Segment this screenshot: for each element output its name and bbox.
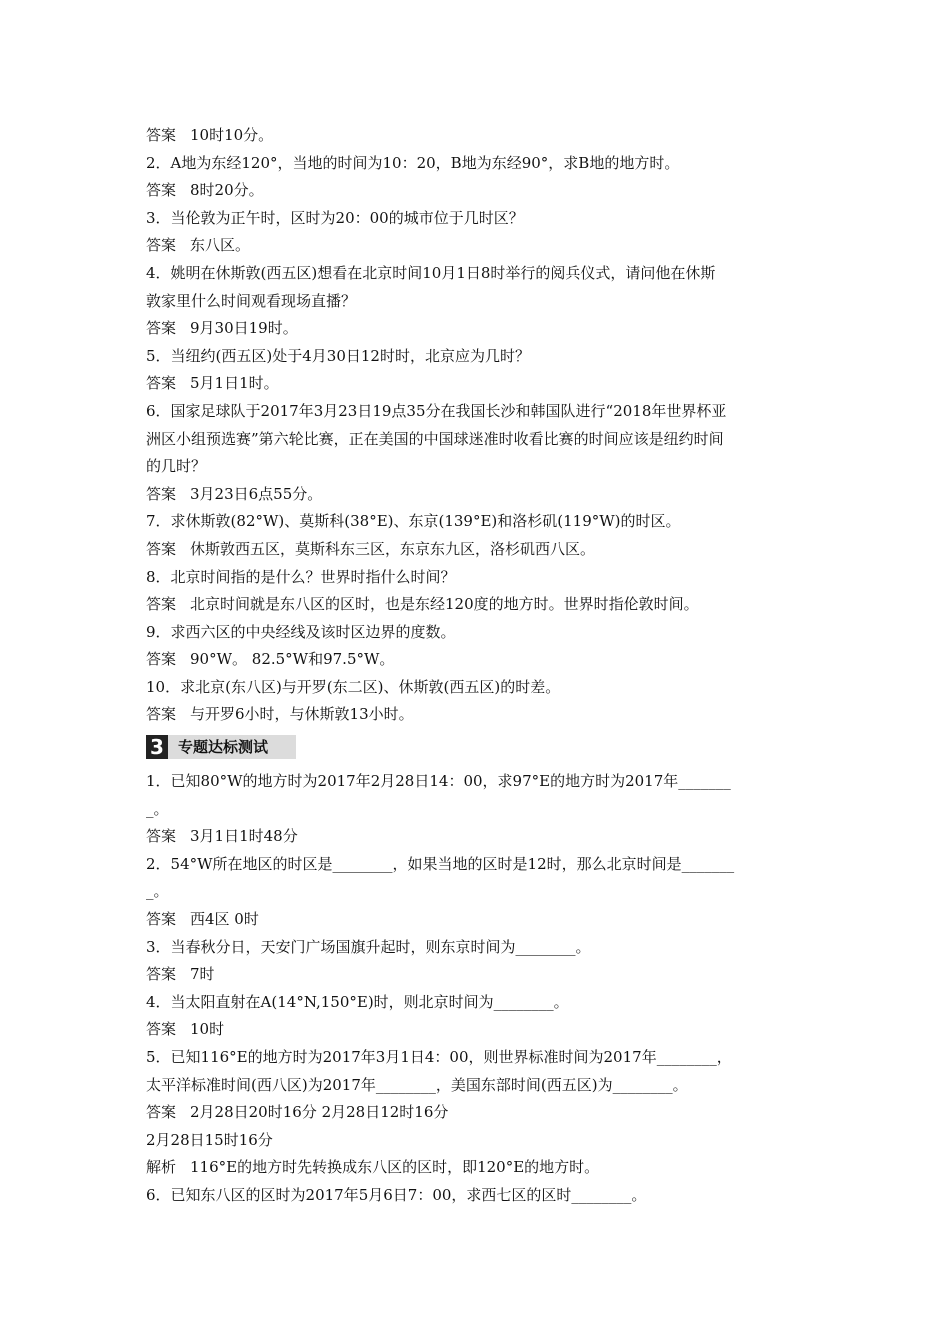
answer-label: 答案 xyxy=(146,539,177,558)
answer-text: 116°E的地方时先转换成东八区的区时，即120°E的地方时。 xyxy=(190,1158,600,1177)
answer-line xyxy=(146,370,816,398)
answer-text: 休斯敦西五区，莫斯科东三区，东京东九区，洛杉矶西八区。 xyxy=(190,539,596,558)
question-line: 洲区小组预选赛”第六轮比赛，正在美国的中国球迷准时收看比赛的时间应该是纽约时间 xyxy=(146,429,724,448)
question-line: 5．已知116°E的地方时为2017年3月1日4：00，则世界标准时间为2017年________， xyxy=(146,1048,732,1066)
answer-label: 答案 xyxy=(146,126,177,144)
answer-label: 答案 xyxy=(146,181,177,200)
answer-label: 答案 xyxy=(146,484,177,503)
answer-text: 9月30日19时。 xyxy=(190,319,298,338)
document-page xyxy=(146,122,816,1210)
question-line: 5．当纽约(西五区)处于4月30日12时时，北京应为几时？ xyxy=(146,346,530,365)
answer-text: 10时 xyxy=(190,1020,225,1039)
question-line: 太平洋标准时间(西八区)为2017年________，美国东部时间(西五区)为________。 xyxy=(146,1075,688,1094)
answer-text: 90°W。 82.5°W和97.5°W。 xyxy=(190,650,395,669)
answer-label: 答案 xyxy=(146,595,177,614)
answer-line xyxy=(146,536,816,564)
answer-text: 与开罗6小时，与休斯敦13小时。 xyxy=(190,705,414,724)
analysis-line xyxy=(146,1154,816,1182)
answer-text: 5月1日1时。 xyxy=(190,374,279,393)
answer-text: 北京时间就是东八区的区时，也是东经120度的地方时。世界时指伦敦时间。 xyxy=(190,595,699,614)
answer-label: 答案 xyxy=(146,236,177,255)
answer-line xyxy=(146,961,816,989)
question-line: 7．求休斯敦(82°W)、莫斯科(38°E)、东京(139°E)和洛杉矶(119°W)的时区。 xyxy=(146,512,681,531)
answer-line xyxy=(146,1016,816,1044)
answer-text: 7时 xyxy=(190,965,215,984)
answer-line xyxy=(146,646,816,674)
answer-text: 3月23日6点55分。 xyxy=(190,484,323,503)
answer-line xyxy=(146,122,816,150)
question-line: 的几时？ xyxy=(146,457,207,476)
question-line: 6．国家足球队于2017年3月23日19点35分在我国长沙和韩国队进行“2018年世界杯亚 xyxy=(146,401,727,420)
answer-label: 解析 xyxy=(146,1158,177,1177)
section-number: 3 xyxy=(146,735,168,759)
answer-text: 东八区。 xyxy=(190,236,251,255)
answer-line xyxy=(146,315,816,343)
question-line: 3．当春秋分日，天安门广场国旗升起时，则东京时间为________。 xyxy=(146,937,591,956)
question-line: 3．当伦敦为正午时，区时为20：00的城市位于几时区？ xyxy=(146,208,524,227)
question-line: _。 xyxy=(146,799,169,818)
answer-label: 答案 xyxy=(146,965,177,984)
answer-label: 答案 xyxy=(146,827,177,846)
answer-label: 答案 xyxy=(146,374,177,393)
answer-text: 8时20分。 xyxy=(190,181,264,200)
answer-label: 答案 xyxy=(146,319,177,338)
question-line: 2月28日15时16分 xyxy=(146,1130,273,1149)
section-title: 专题达标测试 xyxy=(178,738,269,757)
question-line: 8．北京时间指的是什么？世界时指什么时间？ xyxy=(146,567,456,586)
question-line: 2．54°W所在地区的时区是________，如果当地的区时是12时，那么北京时间是_______ xyxy=(146,854,735,873)
answer-label: 答案 xyxy=(146,1020,177,1039)
answer-line xyxy=(146,232,816,260)
answer-label: 答案 xyxy=(146,910,177,929)
question-line: 敦家里什么时间观看现场直播？ xyxy=(146,291,357,310)
answer-line xyxy=(146,1099,816,1127)
answer-label: 答案 xyxy=(146,650,177,669)
answer-line xyxy=(146,591,816,619)
section-header xyxy=(146,735,296,759)
question-line: 4．当太阳直射在A(14°N,150°E)时，则北京时间为________。 xyxy=(146,992,569,1011)
answer-text: 10时10分。 xyxy=(190,126,274,144)
answer-text: 西4区 0时 xyxy=(190,910,259,929)
question-line: 10．求北京(东八区)与开罗(东二区)、休斯敦(西五区)的时差。 xyxy=(146,677,561,696)
answer-text: 3月1日1时48分 xyxy=(190,827,298,846)
answer-label: 答案 xyxy=(146,1103,177,1122)
question-line: 9．求西六区的中央经线及该时区边界的度数。 xyxy=(146,622,456,641)
question-line: 1．已知80°W的地方时为2017年2月28日14：00，求97°E的地方时为2017年_______ xyxy=(146,772,731,791)
answers-section xyxy=(146,122,816,729)
question-line: 2．A地为东经120°，当地的时间为10：20，B地为东经90°，求B地的地方时。 xyxy=(146,153,680,172)
answer-line xyxy=(146,823,816,851)
answer-line xyxy=(146,177,816,205)
question-line: 6．已知东八区的区时为2017年5月6日7：00，求西七区的区时________。 xyxy=(146,1185,647,1204)
answer-text: 2月28日20时16分 2月28日12时16分 xyxy=(190,1103,449,1122)
answer-line xyxy=(146,701,816,729)
test-section xyxy=(146,768,816,1210)
question-line: _。 xyxy=(146,882,169,901)
question-line: 4．姚明在休斯敦(西五区)想看在北京时间10月1日8时举行的阅兵仪式，请问他在休斯 xyxy=(146,263,716,282)
answer-line xyxy=(146,481,816,509)
answer-line xyxy=(146,906,816,934)
answer-label: 答案 xyxy=(146,705,177,724)
